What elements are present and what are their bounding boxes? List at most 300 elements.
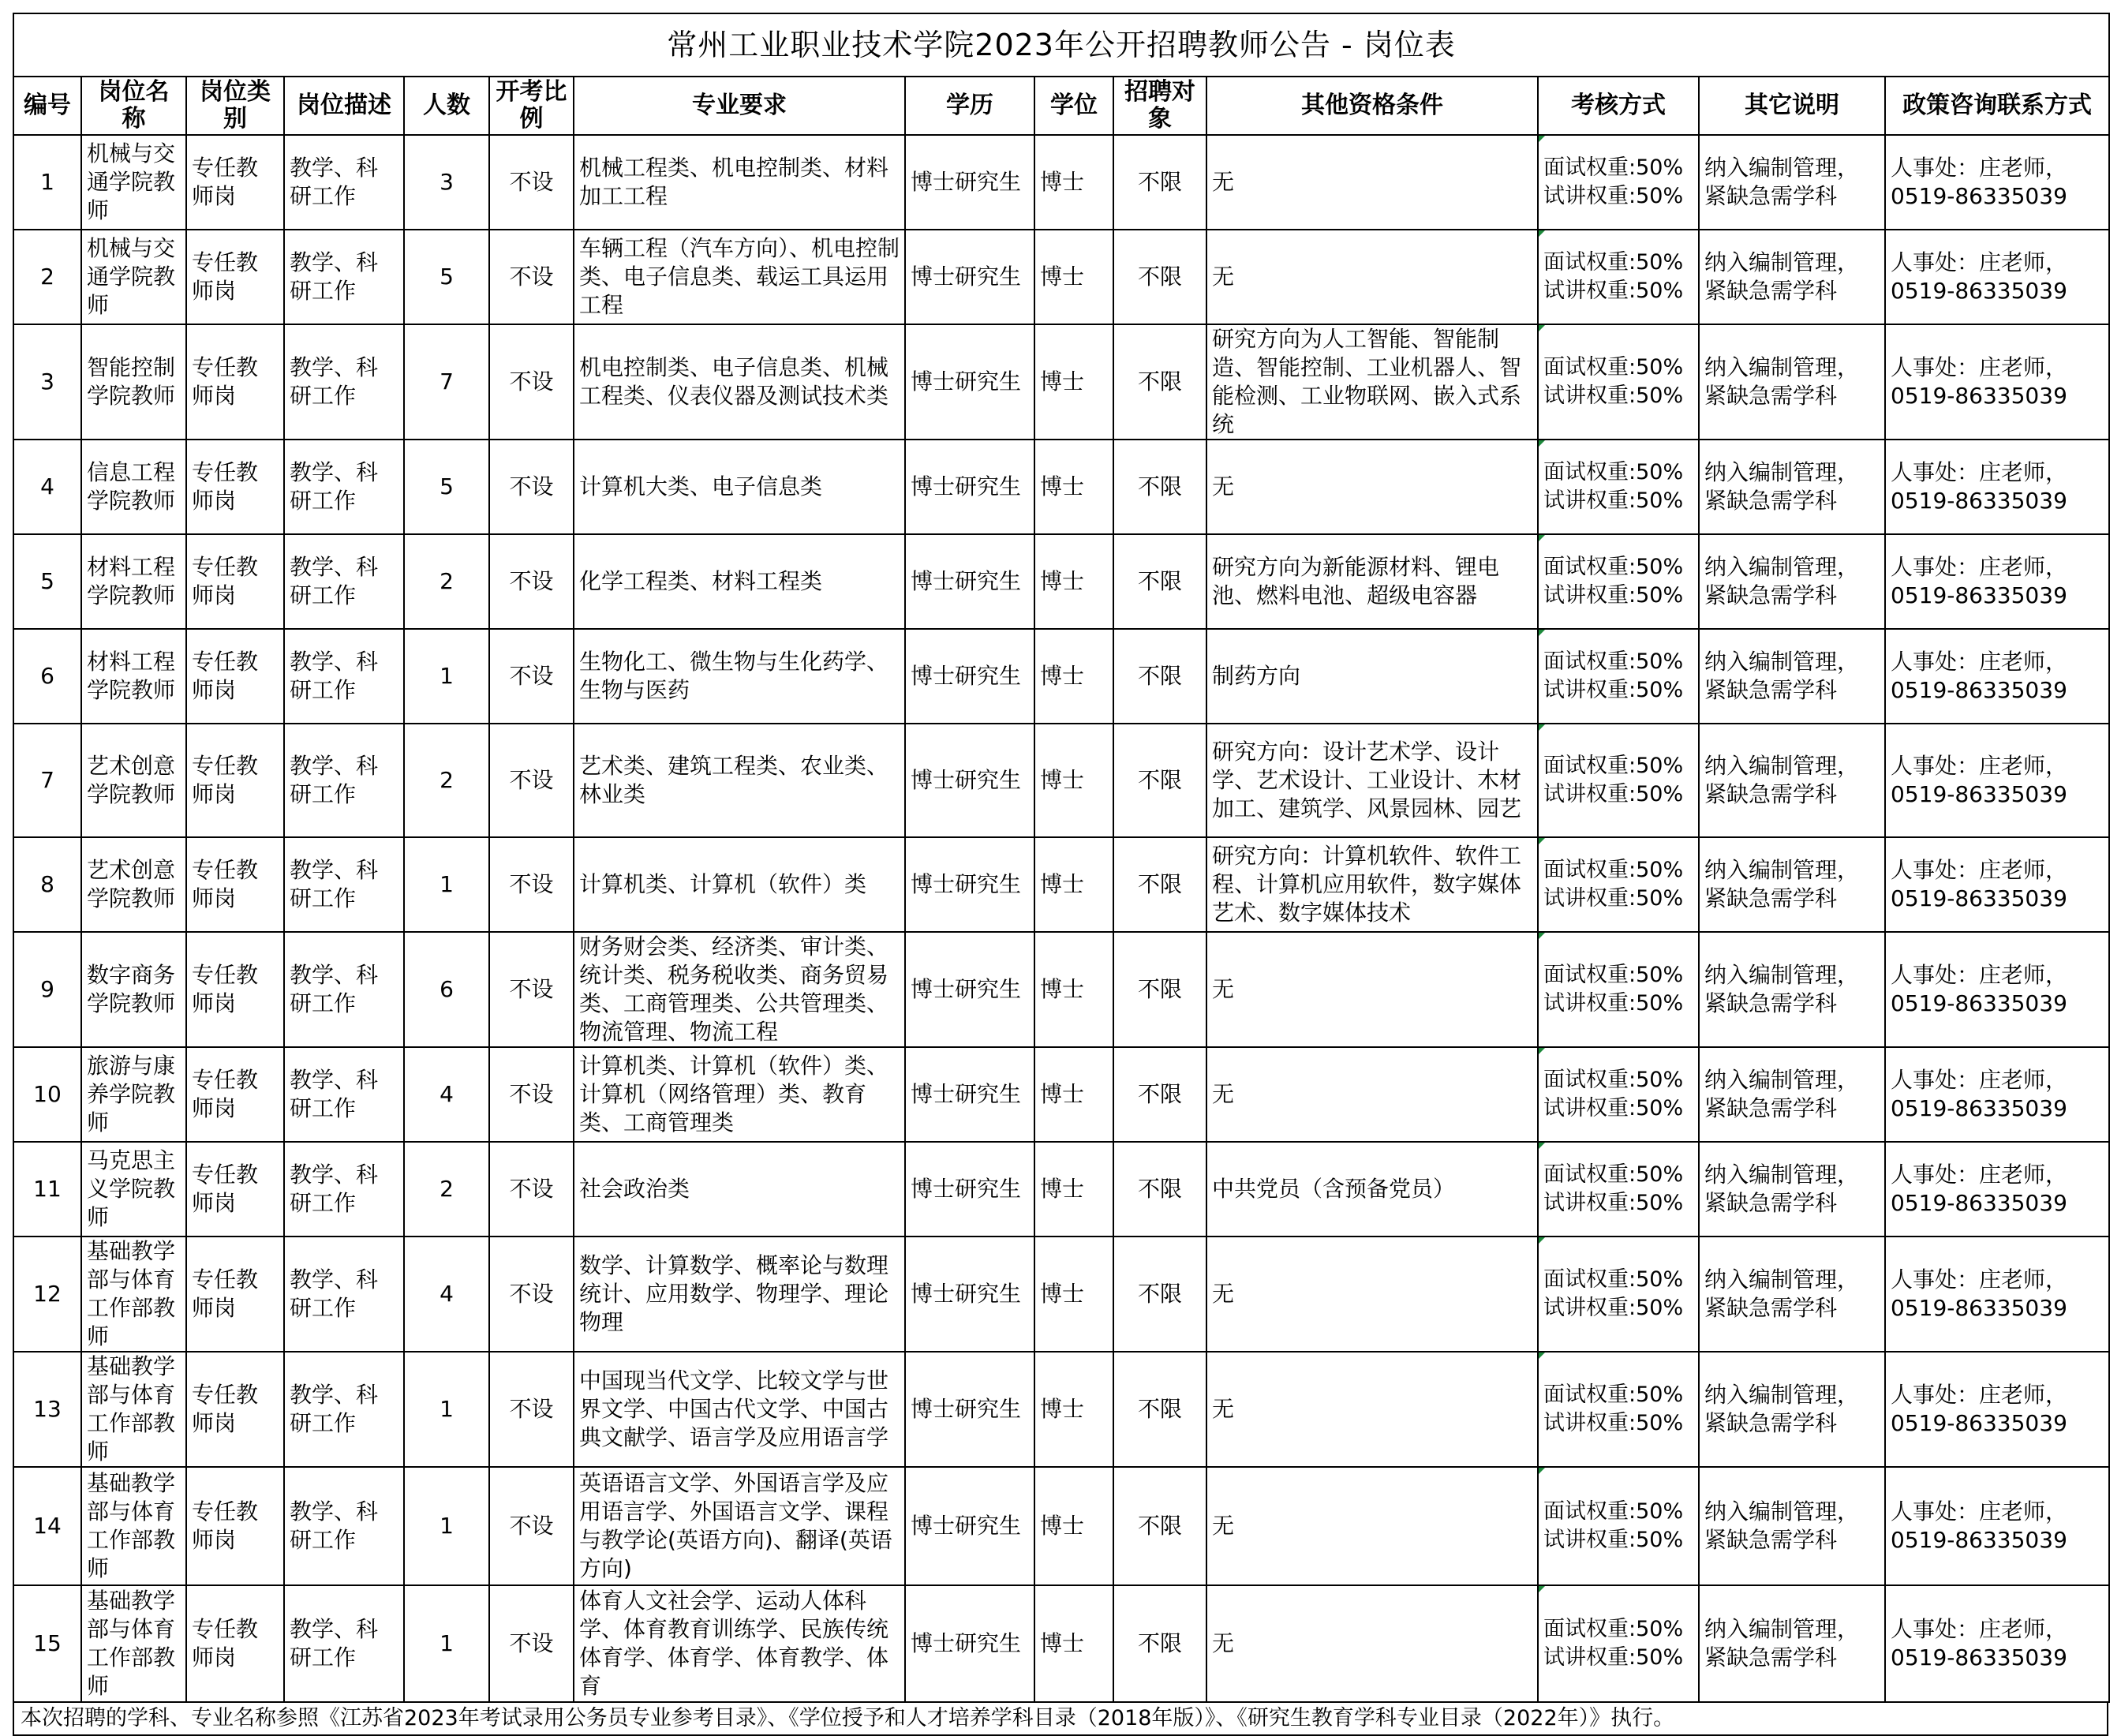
cell-other-conditions: 无 xyxy=(1206,440,1538,534)
cell-category: 专任教师岗 xyxy=(186,1047,284,1142)
header-cell: 岗位类别 xyxy=(186,77,284,135)
cell-description: 教学、科研工作 xyxy=(284,135,404,230)
table-row xyxy=(13,440,2109,534)
cell-count: 1 xyxy=(404,837,489,932)
eval-interview: 面试权重:50% xyxy=(1543,1382,1684,1407)
table-row xyxy=(13,629,2109,724)
cell-count: 1 xyxy=(404,1467,489,1585)
cell-major: 生物化工、微生物与生化药学、生物与医药 xyxy=(574,629,905,724)
contact-phone: 0519-86335039 xyxy=(1891,278,2067,304)
contact-person: 人事处：庄老师， xyxy=(1891,1067,2068,1093)
cell-category: 专任教师岗 xyxy=(186,1237,284,1352)
cell-count: 4 xyxy=(404,1237,489,1352)
cell-ratio: 不设 xyxy=(489,1467,574,1585)
cell-contact xyxy=(1885,724,2109,837)
cell-description: 教学、科研工作 xyxy=(284,440,404,534)
cell-degree: 博士 xyxy=(1034,1585,1113,1702)
cell-target: 不限 xyxy=(1113,1142,1206,1237)
cell-description: 教学、科研工作 xyxy=(284,324,404,440)
cell-education: 博士研究生 xyxy=(905,1467,1034,1585)
cell-contact xyxy=(1885,534,2109,629)
cell-description: 教学、科研工作 xyxy=(284,1047,404,1142)
cell-education: 博士研究生 xyxy=(905,1585,1034,1702)
cell-category: 专任教师岗 xyxy=(186,135,284,230)
table-row xyxy=(13,230,2109,324)
cell-degree: 博士 xyxy=(1034,837,1113,932)
cell-evaluation xyxy=(1538,932,1699,1047)
cell-education: 博士研究生 xyxy=(905,534,1034,629)
eval-interview: 面试权重:50% xyxy=(1543,1068,1684,1092)
eval-interview: 面试权重:50% xyxy=(1543,963,1684,987)
cell-major: 数学、计算数学、概率论与数理统计、应用数学、物理学、理论物理 xyxy=(574,1237,905,1352)
cell-category: 专任教师岗 xyxy=(186,440,284,534)
cell-note: 纳入编制管理，紧缺急需学科 xyxy=(1699,230,1885,324)
cell-major: 车辆工程（汽车方向）、机电控制类、电子信息类、载运工具运用工程 xyxy=(574,230,905,324)
contact-phone: 0519-86335039 xyxy=(1891,1527,2067,1553)
eval-lecture: 试讲权重:50% xyxy=(1543,1296,1684,1320)
cell-ratio: 不设 xyxy=(489,932,574,1047)
cell-position-name: 艺术创意学院教师 xyxy=(81,837,186,932)
eval-interview: 面试权重:50% xyxy=(1543,1162,1684,1187)
cell-education: 博士研究生 xyxy=(905,1352,1034,1467)
cell-evaluation xyxy=(1538,440,1699,534)
cell-education: 博士研究生 xyxy=(905,837,1034,932)
cell-major: 中国现当代文学、比较文学与世界文学、中国古代文学、中国古典文献学、语言学及应用语言学 xyxy=(574,1352,905,1467)
cell-degree: 博士 xyxy=(1034,230,1113,324)
cell-evaluation xyxy=(1538,534,1699,629)
cell-contact xyxy=(1885,324,2109,440)
header-cell: 学历 xyxy=(905,77,1034,135)
cell-target: 不限 xyxy=(1113,837,1206,932)
eval-interview: 面试权重:50% xyxy=(1543,858,1684,882)
eval-lecture: 试讲权重:50% xyxy=(1543,583,1684,608)
cell-count: 2 xyxy=(404,534,489,629)
cell-evaluation xyxy=(1538,1142,1699,1237)
cell-no: 15 xyxy=(13,1585,81,1702)
cell-contact xyxy=(1885,1047,2109,1142)
cell-education: 博士研究生 xyxy=(905,230,1034,324)
contact-phone: 0519-86335039 xyxy=(1891,990,2067,1016)
cell-ratio: 不设 xyxy=(489,1142,574,1237)
eval-lecture: 试讲权重:50% xyxy=(1543,678,1684,702)
cell-major: 机械工程类、机电控制类、材料加工工程 xyxy=(574,135,905,230)
cell-position-name: 材料工程学院教师 xyxy=(81,629,186,724)
cell-note: 纳入编制管理，紧缺急需学科 xyxy=(1699,1467,1885,1585)
cell-contact xyxy=(1885,837,2109,932)
contact-person: 人事处：庄老师， xyxy=(1891,249,2068,275)
cell-education: 博士研究生 xyxy=(905,324,1034,440)
cell-evaluation xyxy=(1538,230,1699,324)
header-cell: 政策咨询联系方式 xyxy=(1885,77,2109,135)
job-table-sheet xyxy=(13,13,2108,1736)
table-row xyxy=(13,1585,2109,1702)
cell-major: 计算机类、计算机（软件）类 xyxy=(574,837,905,932)
cell-note: 纳入编制管理，紧缺急需学科 xyxy=(1699,1142,1885,1237)
cell-degree: 博士 xyxy=(1034,1352,1113,1467)
cell-no: 13 xyxy=(13,1352,81,1467)
cell-other-conditions: 无 xyxy=(1206,932,1538,1047)
cell-position-name: 材料工程学院教师 xyxy=(81,534,186,629)
contact-person: 人事处：庄老师， xyxy=(1891,753,2068,779)
contact-person: 人事处：庄老师， xyxy=(1891,857,2068,883)
contact-person: 人事处：庄老师， xyxy=(1891,962,2068,988)
cell-evaluation xyxy=(1538,1237,1699,1352)
cell-category: 专任教师岗 xyxy=(186,932,284,1047)
eval-interview: 面试权重:50% xyxy=(1543,1617,1684,1641)
eval-lecture: 试讲权重:50% xyxy=(1543,1411,1684,1435)
contact-person: 人事处：庄老师， xyxy=(1891,1498,2068,1525)
cell-note: 纳入编制管理，紧缺急需学科 xyxy=(1699,324,1885,440)
contact-phone: 0519-86335039 xyxy=(1891,183,2067,209)
cell-count: 2 xyxy=(404,724,489,837)
header-cell: 学位 xyxy=(1034,77,1113,135)
cell-note: 纳入编制管理，紧缺急需学科 xyxy=(1699,1585,1885,1702)
header-cell: 招聘对象 xyxy=(1113,77,1206,135)
cell-ratio: 不设 xyxy=(489,135,574,230)
cell-evaluation xyxy=(1538,1585,1699,1702)
contact-person: 人事处：庄老师， xyxy=(1891,459,2068,485)
cell-other-conditions: 无 xyxy=(1206,1237,1538,1352)
cell-degree: 博士 xyxy=(1034,440,1113,534)
cell-note: 纳入编制管理，紧缺急需学科 xyxy=(1699,135,1885,230)
contact-person: 人事处：庄老师， xyxy=(1891,1162,2068,1188)
cell-category: 专任教师岗 xyxy=(186,1585,284,1702)
table-row xyxy=(13,1467,2109,1585)
cell-category: 专任教师岗 xyxy=(186,324,284,440)
cell-major: 计算机大类、电子信息类 xyxy=(574,440,905,534)
cell-ratio: 不设 xyxy=(489,724,574,837)
cell-description: 教学、科研工作 xyxy=(284,1467,404,1585)
table-row xyxy=(13,1237,2109,1352)
page-title: 常州工业职业技术学院2023年公开招聘教师公告 - 岗位表 xyxy=(13,13,2109,77)
cell-category: 专任教师岗 xyxy=(186,230,284,324)
contact-phone: 0519-86335039 xyxy=(1891,1644,2067,1671)
cell-count: 1 xyxy=(404,1352,489,1467)
cell-position-name: 机械与交通学院教师 xyxy=(81,230,186,324)
cell-ratio: 不设 xyxy=(489,629,574,724)
cell-no: 2 xyxy=(13,230,81,324)
cell-degree: 博士 xyxy=(1034,629,1113,724)
table-row xyxy=(13,324,2109,440)
cell-contact xyxy=(1885,230,2109,324)
cell-major: 财务财会类、经济类、审计类、统计类、税务税收类、商务贸易类、工商管理类、公共管理类、物流管理、物流工程 xyxy=(574,932,905,1047)
cell-note: 纳入编制管理，紧缺急需学科 xyxy=(1699,534,1885,629)
cell-no: 7 xyxy=(13,724,81,837)
cell-contact xyxy=(1885,1585,2109,1702)
cell-education: 博士研究生 xyxy=(905,1047,1034,1142)
cell-note: 纳入编制管理，紧缺急需学科 xyxy=(1699,724,1885,837)
eval-lecture: 试讲权重:50% xyxy=(1543,1528,1684,1552)
cell-evaluation xyxy=(1538,724,1699,837)
eval-lecture: 试讲权重:50% xyxy=(1543,991,1684,1016)
cell-target: 不限 xyxy=(1113,724,1206,837)
cell-other-conditions: 无 xyxy=(1206,135,1538,230)
eval-interview: 面试权重:50% xyxy=(1543,355,1684,380)
cell-other-conditions: 研究方向为人工智能、智能制造、智能控制、工业机器人、智能检测、工业物联网、嵌入式系统 xyxy=(1206,324,1538,440)
cell-count: 1 xyxy=(404,1585,489,1702)
cell-position-name: 信息工程学院教师 xyxy=(81,440,186,534)
job-table xyxy=(13,13,2110,1703)
cell-ratio: 不设 xyxy=(489,440,574,534)
cell-position-name: 基础教学部与体育工作部教师 xyxy=(81,1467,186,1585)
contact-person: 人事处：庄老师， xyxy=(1891,554,2068,580)
eval-interview: 面试权重:50% xyxy=(1543,1267,1684,1292)
cell-count: 1 xyxy=(404,629,489,724)
header-cell: 编号 xyxy=(13,77,81,135)
eval-interview: 面试权重:50% xyxy=(1543,1499,1684,1524)
header-cell: 开考比例 xyxy=(489,77,574,135)
cell-category: 专任教师岗 xyxy=(186,724,284,837)
cell-no: 5 xyxy=(13,534,81,629)
cell-major: 机电控制类、电子信息类、机械工程类、仪表仪器及测试技术类 xyxy=(574,324,905,440)
cell-position-name: 马克思主义学院教师 xyxy=(81,1142,186,1237)
cell-ratio: 不设 xyxy=(489,230,574,324)
cell-other-conditions: 研究方向：计算机软件、软件工程、计算机应用软件，数字媒体艺术、数字媒体技术 xyxy=(1206,837,1538,932)
cell-evaluation xyxy=(1538,837,1699,932)
cell-description: 教学、科研工作 xyxy=(284,1585,404,1702)
cell-note: 纳入编制管理，紧缺急需学科 xyxy=(1699,629,1885,724)
cell-contact xyxy=(1885,629,2109,724)
cell-target: 不限 xyxy=(1113,534,1206,629)
eval-interview: 面试权重:50% xyxy=(1543,155,1684,180)
cell-degree: 博士 xyxy=(1034,1047,1113,1142)
cell-category: 专任教师岗 xyxy=(186,1142,284,1237)
cell-category: 专任教师岗 xyxy=(186,629,284,724)
cell-education: 博士研究生 xyxy=(905,440,1034,534)
cell-no: 9 xyxy=(13,932,81,1047)
contact-phone: 0519-86335039 xyxy=(1891,885,2067,911)
cell-target: 不限 xyxy=(1113,1352,1206,1467)
cell-category: 专任教师岗 xyxy=(186,534,284,629)
cell-ratio: 不设 xyxy=(489,324,574,440)
cell-note: 纳入编制管理，紧缺急需学科 xyxy=(1699,1047,1885,1142)
cell-target: 不限 xyxy=(1113,1237,1206,1352)
cell-target: 不限 xyxy=(1113,1467,1206,1585)
cell-count: 4 xyxy=(404,1047,489,1142)
eval-lecture: 试讲权重:50% xyxy=(1543,1096,1684,1121)
cell-position-name: 机械与交通学院教师 xyxy=(81,135,186,230)
eval-lecture: 试讲权重:50% xyxy=(1543,383,1684,408)
cell-other-conditions: 研究方向：设计艺术学、设计学、艺术设计、工业设计、木材加工、建筑学、风景园林、园艺 xyxy=(1206,724,1538,837)
contact-phone: 0519-86335039 xyxy=(1891,383,2067,409)
cell-other-conditions: 无 xyxy=(1206,1047,1538,1142)
cell-education: 博士研究生 xyxy=(905,1237,1034,1352)
cell-no: 4 xyxy=(13,440,81,534)
cell-category: 专任教师岗 xyxy=(186,837,284,932)
cell-ratio: 不设 xyxy=(489,1237,574,1352)
contact-person: 人事处：庄老师， xyxy=(1891,1382,2068,1408)
header-cell: 岗位描述 xyxy=(284,77,404,135)
cell-note: 纳入编制管理，紧缺急需学科 xyxy=(1699,1237,1885,1352)
cell-degree: 博士 xyxy=(1034,534,1113,629)
table-row xyxy=(13,135,2109,230)
cell-evaluation xyxy=(1538,324,1699,440)
cell-description: 教学、科研工作 xyxy=(284,534,404,629)
cell-description: 教学、科研工作 xyxy=(284,837,404,932)
cell-contact xyxy=(1885,440,2109,534)
cell-position-name: 基础教学部与体育工作部教师 xyxy=(81,1352,186,1467)
cell-degree: 博士 xyxy=(1034,1237,1113,1352)
cell-degree: 博士 xyxy=(1034,1142,1113,1237)
eval-lecture: 试讲权重:50% xyxy=(1543,184,1684,208)
cell-other-conditions: 无 xyxy=(1206,230,1538,324)
cell-contact xyxy=(1885,1352,2109,1467)
cell-contact xyxy=(1885,1142,2109,1237)
eval-interview: 面试权重:50% xyxy=(1543,754,1684,778)
cell-evaluation xyxy=(1538,1352,1699,1467)
cell-major: 计算机类、计算机（软件）类、计算机（网络管理）类、教育类、工商管理类 xyxy=(574,1047,905,1142)
cell-ratio: 不设 xyxy=(489,837,574,932)
cell-degree: 博士 xyxy=(1034,724,1113,837)
cell-ratio: 不设 xyxy=(489,534,574,629)
cell-ratio: 不设 xyxy=(489,1585,574,1702)
cell-target: 不限 xyxy=(1113,1585,1206,1702)
cell-note: 纳入编制管理，紧缺急需学科 xyxy=(1699,837,1885,932)
cell-contact xyxy=(1885,135,2109,230)
cell-degree: 博士 xyxy=(1034,324,1113,440)
eval-lecture: 试讲权重:50% xyxy=(1543,782,1684,806)
cell-major: 英语语言文学、外国语言学及应用语言学、外国语言文学、课程与教学论(英语方向)、翻译(英语方向) xyxy=(574,1467,905,1585)
cell-position-name: 旅游与康养学院教师 xyxy=(81,1047,186,1142)
contact-phone: 0519-86335039 xyxy=(1891,1095,2067,1121)
cell-target: 不限 xyxy=(1113,629,1206,724)
cell-evaluation xyxy=(1538,1467,1699,1585)
cell-other-conditions: 无 xyxy=(1206,1467,1538,1585)
cell-contact xyxy=(1885,932,2109,1047)
cell-position-name: 基础教学部与体育工作部教师 xyxy=(81,1585,186,1702)
cell-count: 6 xyxy=(404,932,489,1047)
cell-degree: 博士 xyxy=(1034,135,1113,230)
cell-note: 纳入编制管理，紧缺急需学科 xyxy=(1699,932,1885,1047)
cell-evaluation xyxy=(1538,135,1699,230)
eval-lecture: 试讲权重:50% xyxy=(1543,488,1684,513)
contact-phone: 0519-86335039 xyxy=(1891,1190,2067,1216)
cell-target: 不限 xyxy=(1113,440,1206,534)
cell-count: 3 xyxy=(404,135,489,230)
contact-person: 人事处：庄老师， xyxy=(1891,1266,2068,1293)
cell-no: 1 xyxy=(13,135,81,230)
cell-target: 不限 xyxy=(1113,1047,1206,1142)
table-row xyxy=(13,1142,2109,1237)
cell-major: 艺术类、建筑工程类、农业类、林业类 xyxy=(574,724,905,837)
cell-major: 体育人文社会学、运动人体科学、体育教育训练学、民族传统体育学、体育学、体育教学、体育 xyxy=(574,1585,905,1702)
eval-lecture: 试讲权重:50% xyxy=(1543,1645,1684,1670)
cell-description: 教学、科研工作 xyxy=(284,1352,404,1467)
cell-no: 11 xyxy=(13,1142,81,1237)
cell-education: 博士研究生 xyxy=(905,629,1034,724)
cell-count: 2 xyxy=(404,1142,489,1237)
contact-phone: 0519-86335039 xyxy=(1891,488,2067,514)
table-row xyxy=(13,837,2109,932)
header-cell: 岗位名称 xyxy=(81,77,186,135)
eval-interview: 面试权重:50% xyxy=(1543,250,1684,275)
cell-target: 不限 xyxy=(1113,230,1206,324)
cell-contact xyxy=(1885,1467,2109,1585)
header-row xyxy=(13,77,2109,135)
cell-count: 7 xyxy=(404,324,489,440)
cell-position-name: 基础教学部与体育工作部教师 xyxy=(81,1237,186,1352)
cell-description: 教学、科研工作 xyxy=(284,1237,404,1352)
cell-education: 博士研究生 xyxy=(905,135,1034,230)
header-cell: 其它说明 xyxy=(1699,77,1885,135)
eval-lecture: 试讲权重:50% xyxy=(1543,279,1684,303)
cell-other-conditions: 无 xyxy=(1206,1585,1538,1702)
cell-no: 8 xyxy=(13,837,81,932)
cell-no: 3 xyxy=(13,324,81,440)
table-body xyxy=(13,135,2109,1702)
cell-ratio: 不设 xyxy=(489,1047,574,1142)
cell-major: 社会政治类 xyxy=(574,1142,905,1237)
contact-person: 人事处：庄老师， xyxy=(1891,1616,2068,1642)
cell-position-name: 智能控制学院教师 xyxy=(81,324,186,440)
cell-description: 教学、科研工作 xyxy=(284,1142,404,1237)
cell-target: 不限 xyxy=(1113,932,1206,1047)
cell-no: 6 xyxy=(13,629,81,724)
cell-other-conditions: 研究方向为新能源材料、锂电池、燃料电池、超级电容器 xyxy=(1206,534,1538,629)
cell-other-conditions: 无 xyxy=(1206,1352,1538,1467)
cell-target: 不限 xyxy=(1113,135,1206,230)
contact-phone: 0519-86335039 xyxy=(1891,677,2067,703)
cell-ratio: 不设 xyxy=(489,1352,574,1467)
header-cell: 专业要求 xyxy=(574,77,905,135)
cell-major: 化学工程类、材料工程类 xyxy=(574,534,905,629)
eval-lecture: 试讲权重:50% xyxy=(1543,1191,1684,1215)
cell-note: 纳入编制管理，紧缺急需学科 xyxy=(1699,1352,1885,1467)
cell-category: 专任教师岗 xyxy=(186,1467,284,1585)
cell-contact xyxy=(1885,1237,2109,1352)
cell-note: 纳入编制管理，紧缺急需学科 xyxy=(1699,440,1885,534)
cell-no: 12 xyxy=(13,1237,81,1352)
contact-person: 人事处：庄老师， xyxy=(1891,354,2068,380)
table-row xyxy=(13,1352,2109,1467)
contact-phone: 0519-86335039 xyxy=(1891,1410,2067,1436)
cell-education: 博士研究生 xyxy=(905,932,1034,1047)
contact-phone: 0519-86335039 xyxy=(1891,582,2067,608)
cell-description: 教学、科研工作 xyxy=(284,629,404,724)
cell-description: 教学、科研工作 xyxy=(284,724,404,837)
eval-lecture: 试讲权重:50% xyxy=(1543,886,1684,911)
cell-education: 博士研究生 xyxy=(905,1142,1034,1237)
header-cell: 考核方式 xyxy=(1538,77,1699,135)
cell-no: 14 xyxy=(13,1467,81,1585)
cell-other-conditions: 制药方向 xyxy=(1206,629,1538,724)
cell-category: 专任教师岗 xyxy=(186,1352,284,1467)
cell-no: 10 xyxy=(13,1047,81,1142)
footnote: 本次招聘的学科、专业名称参照《江苏省2023年考试录用公务员专业参考目录》、《学位授予和人才培养学科目录（2018年版）》、《研究生教育学科专业目录（2022年）》执行。 xyxy=(13,1703,2108,1736)
eval-interview: 面试权重:50% xyxy=(1543,555,1684,579)
cell-degree: 博士 xyxy=(1034,932,1113,1047)
eval-interview: 面试权重:50% xyxy=(1543,460,1684,485)
header-cell: 其他资格条件 xyxy=(1206,77,1538,135)
table-row xyxy=(13,932,2109,1047)
cell-description: 教学、科研工作 xyxy=(284,230,404,324)
table-row xyxy=(13,534,2109,629)
contact-person: 人事处：庄老师， xyxy=(1891,649,2068,675)
cell-position-name: 数字商务学院教师 xyxy=(81,932,186,1047)
contact-person: 人事处：庄老师， xyxy=(1891,155,2068,181)
cell-position-name: 艺术创意学院教师 xyxy=(81,724,186,837)
eval-interview: 面试权重:50% xyxy=(1543,649,1684,674)
cell-other-conditions: 中共党员（含预备党员） xyxy=(1206,1142,1538,1237)
contact-phone: 0519-86335039 xyxy=(1891,781,2067,807)
cell-degree: 博士 xyxy=(1034,1467,1113,1585)
cell-count: 5 xyxy=(404,230,489,324)
header-cell: 人数 xyxy=(404,77,489,135)
table-row xyxy=(13,724,2109,837)
cell-evaluation xyxy=(1538,629,1699,724)
cell-target: 不限 xyxy=(1113,324,1206,440)
contact-phone: 0519-86335039 xyxy=(1891,1295,2067,1321)
